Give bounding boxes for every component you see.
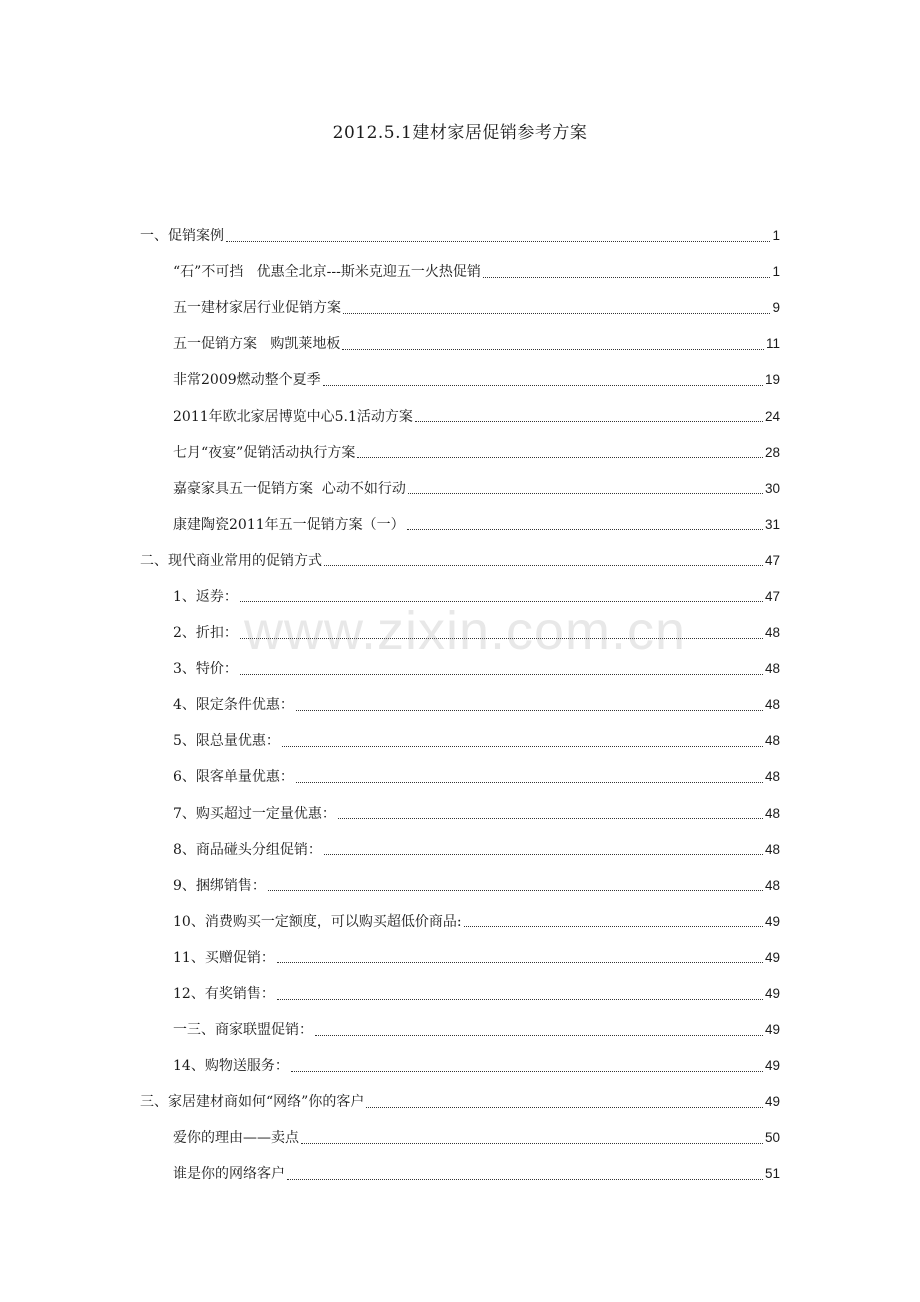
toc-entry-page-number: 48 [764, 697, 780, 713]
toc-entry-title: 嘉豪家具五一促销方案 心动不如行动 [173, 480, 406, 497]
toc-entry[interactable] [140, 362, 780, 398]
toc-entry-title: 一、促销案例 [140, 228, 224, 245]
toc-entry-page-number: 49 [764, 913, 780, 929]
toc-entry-page-number: 49 [764, 1094, 780, 1110]
dot-leader [315, 1034, 763, 1036]
dot-leader [464, 925, 763, 927]
toc-entry[interactable] [140, 326, 780, 362]
toc-entry-page-number: 47 [764, 588, 780, 604]
dot-leader [415, 420, 763, 422]
toc-entry-page-number: 48 [764, 625, 780, 641]
toc-entry[interactable] [140, 1084, 780, 1120]
toc-entry-title: “石”不可挡 优惠全北京---斯米克迎五一火热促销 [173, 264, 481, 281]
dot-leader [323, 384, 763, 386]
toc-entry[interactable] [140, 651, 780, 687]
toc-entry-page-number: 1 [772, 228, 780, 244]
toc-entry-page-number: 51 [764, 1166, 780, 1182]
toc-entry-title: 8、商品碰头分组促销： [173, 841, 322, 858]
dot-leader [268, 889, 763, 891]
toc-entry-title: 七月“夜宴”促销活动执行方案 [173, 444, 356, 461]
toc-entry-title: 11、买赠促销： [173, 949, 275, 966]
toc-entry-page-number: 47 [764, 552, 780, 568]
dot-leader [324, 853, 763, 855]
toc-entry-page-number: 48 [764, 877, 780, 893]
dot-leader [291, 1070, 763, 1072]
dot-leader [407, 528, 763, 530]
toc-entry-page-number: 48 [764, 661, 780, 677]
toc-entry-title: 一三、商家联盟促销： [173, 1022, 313, 1039]
toc-entry-page-number: 28 [764, 444, 780, 460]
toc-entry-page-number: 11 [765, 336, 780, 352]
toc-entry-title: 康建陶瓷2011年五一促销方案（一） [173, 516, 405, 533]
document-title: 2012.5.1建材家居促销参考方案 [332, 123, 588, 143]
toc-entry-title: 6、限客单量优惠： [173, 769, 294, 786]
dot-leader [408, 492, 763, 494]
toc-entry-title: 2011年欧北家居博览中心5.1活动方案 [173, 408, 413, 425]
dot-leader [366, 1106, 763, 1108]
toc-entry-page-number: 24 [764, 408, 780, 424]
dot-leader [483, 276, 771, 278]
toc-entry[interactable] [140, 687, 780, 723]
toc-entry-title: 五一促销方案 购凯莱地板 [173, 336, 341, 353]
toc-entry[interactable] [140, 940, 780, 976]
dot-leader [240, 637, 763, 639]
dot-leader [240, 673, 763, 675]
toc-entry[interactable] [140, 904, 780, 940]
toc-entry-title: 五一建材家居行业促销方案 [173, 300, 341, 317]
toc-entry[interactable] [140, 796, 780, 832]
dot-leader [301, 1142, 763, 1144]
dot-leader [324, 564, 763, 566]
toc-entry-title: 三、家居建材商如何“网络”你的客户 [140, 1094, 365, 1111]
dot-leader [226, 240, 770, 242]
toc-entry[interactable] [140, 1120, 780, 1156]
toc-entry[interactable] [140, 579, 780, 615]
toc-entry[interactable] [140, 471, 780, 507]
toc-entry-title: 二、现代商业常用的促销方式 [140, 552, 322, 569]
toc-entry-page-number: 31 [764, 516, 780, 532]
toc-entry[interactable] [140, 543, 780, 579]
toc-entry-title: 3、特价： [173, 661, 238, 678]
toc-entry-title: 12、有奖销售： [173, 986, 275, 1003]
toc-entry-page-number: 19 [764, 372, 780, 388]
toc-entry-title: 非常2009燃动整个夏季 [173, 372, 321, 389]
toc-entry[interactable] [140, 290, 780, 326]
dot-leader [357, 456, 763, 458]
toc-entry-page-number: 50 [764, 1130, 780, 1146]
toc-entry[interactable] [140, 759, 780, 795]
toc-entry-title: 爱你的理由——卖点 [173, 1130, 299, 1147]
toc-entry-page-number: 1 [772, 264, 780, 280]
dot-leader [342, 348, 764, 350]
dot-leader [343, 312, 770, 314]
dot-leader [282, 745, 763, 747]
dot-leader [277, 998, 763, 1000]
dot-leader [240, 600, 763, 602]
toc-entry[interactable] [140, 218, 780, 254]
toc-entry-page-number: 49 [764, 1058, 780, 1074]
toc-entry-page-number: 49 [764, 949, 780, 965]
toc-entry[interactable] [140, 1156, 780, 1192]
toc-entry-page-number: 48 [764, 841, 780, 857]
dot-leader [277, 961, 763, 963]
toc-entry[interactable] [140, 435, 780, 471]
toc-entry[interactable] [140, 723, 780, 759]
dot-leader [338, 817, 763, 819]
toc-entry-title: 10、消费购买一定额度，可以购买超低价商品: [173, 913, 462, 930]
toc-entry-title: 4、限定条件优惠： [173, 697, 294, 714]
toc-entry-page-number: 30 [764, 480, 780, 496]
toc-entry[interactable] [140, 1048, 780, 1084]
toc-entry-title: 14、购物送服务： [173, 1058, 289, 1075]
dot-leader [287, 1178, 763, 1180]
toc-entry-title: 谁是你的网络客户 [173, 1166, 285, 1183]
toc-entry[interactable] [140, 868, 780, 904]
toc-entry[interactable] [140, 976, 780, 1012]
toc-entry[interactable] [140, 507, 780, 543]
dot-leader [296, 709, 763, 711]
watermark: www.zixin.com.cn [243, 601, 687, 661]
toc-entry[interactable] [140, 1012, 780, 1048]
toc-entry[interactable] [140, 615, 780, 651]
toc-entry-page-number: 49 [764, 1022, 780, 1038]
toc-entry-page-number: 49 [764, 986, 780, 1002]
toc-entry-page-number: 9 [772, 300, 780, 316]
toc-entry-title: 5、限总量优惠： [173, 733, 280, 750]
table-of-contents [140, 218, 780, 1193]
toc-entry-title: 9、捆绑销售： [173, 877, 266, 894]
toc-entry-title: 2、折扣： [173, 625, 238, 642]
toc-entry[interactable] [140, 254, 780, 290]
dot-leader [296, 781, 763, 783]
toc-entry-page-number: 48 [764, 805, 780, 821]
toc-entry[interactable] [140, 398, 780, 434]
toc-entry-title: 1、返券： [173, 588, 238, 605]
toc-entry-title: 7、购买超过一定量优惠： [173, 805, 336, 822]
toc-entry[interactable] [140, 832, 780, 868]
toc-entry-page-number: 48 [764, 769, 780, 785]
toc-entry-page-number: 48 [764, 733, 780, 749]
